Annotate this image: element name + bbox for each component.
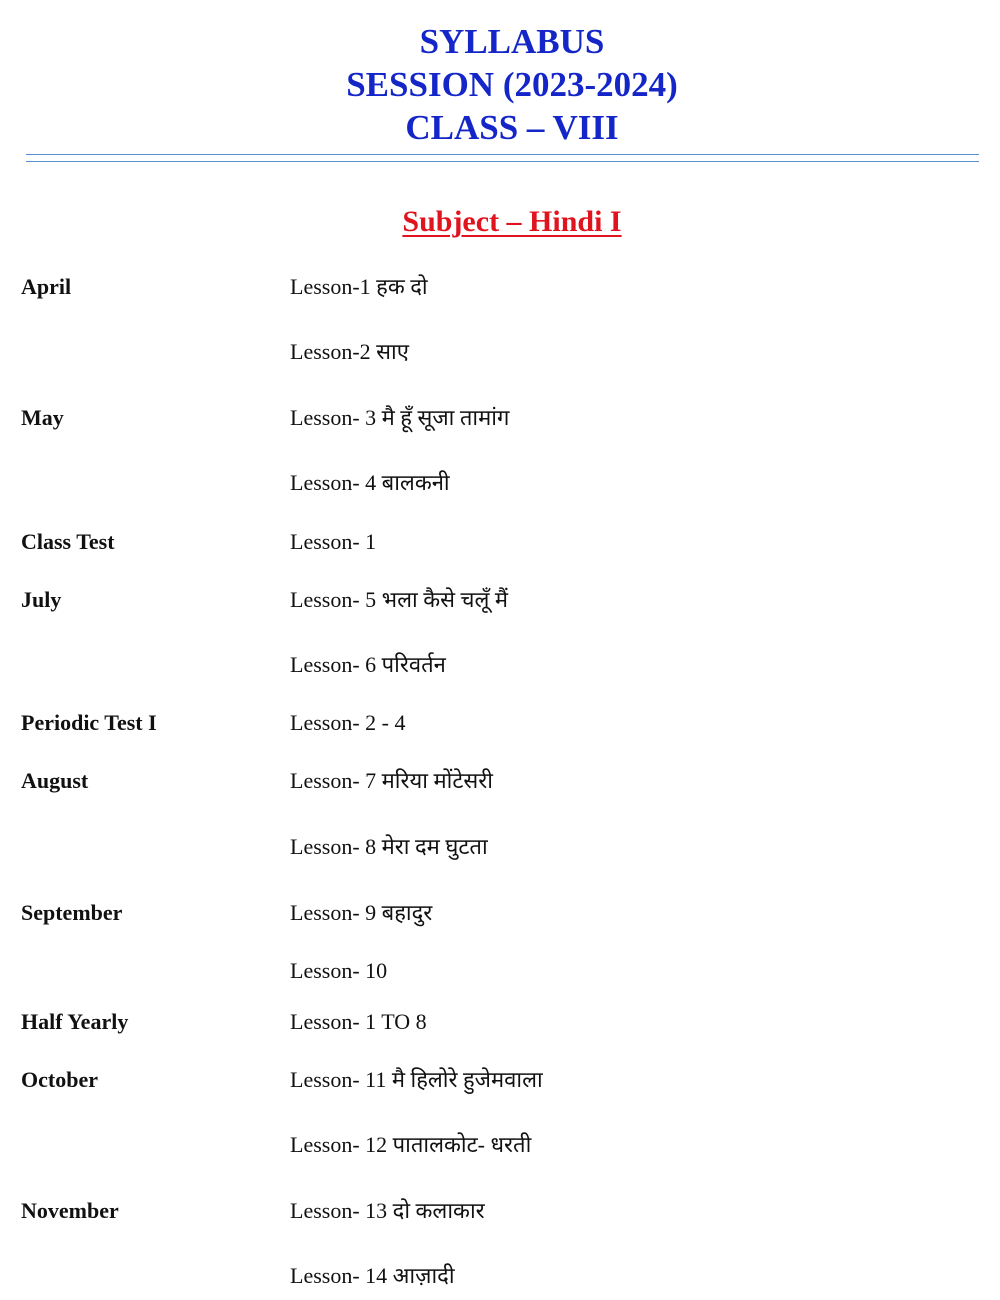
syllabus-row: [0, 403, 1000, 439]
lesson-text: Lesson- 9 बहादुर: [290, 900, 433, 925]
lesson-text: Lesson- 5 भला कैसे चलूँ मैं: [290, 587, 509, 612]
lesson-text: Lesson- 4 बालकनी: [290, 470, 450, 495]
lesson-text: Lesson- 1 TO 8: [290, 1009, 427, 1034]
lesson-text: Lesson- 3 मै हूँ सूजा तामांग: [290, 405, 510, 430]
syllabus-row: [0, 585, 1000, 621]
month-label: July: [21, 587, 62, 612]
month-label: November: [21, 1198, 119, 1223]
month-label: Half Yearly: [21, 1009, 129, 1034]
header-divider-top: [26, 154, 979, 155]
header-class: CLASS – VIII: [405, 108, 619, 147]
month-label: October: [21, 1067, 98, 1092]
lesson-text: Lesson- 11 मै हिलोरे हुजेमवाला: [290, 1067, 543, 1092]
syllabus-row: [0, 1065, 1000, 1101]
lesson-text: Lesson-2 साए: [290, 339, 409, 364]
header-session: SESSION (2023-2024): [346, 65, 678, 104]
month-label: May: [21, 405, 64, 430]
month-label: Class Test: [21, 529, 115, 554]
header-title: SYLLABUS: [419, 22, 605, 61]
subject-heading: Subject – Hindi I: [402, 205, 622, 238]
month-label: August: [21, 768, 89, 793]
syllabus-row: [0, 708, 1000, 744]
lesson-text: Lesson- 6 परिवर्तन: [290, 652, 446, 677]
syllabus-row: [0, 832, 1000, 868]
syllabus-row: [0, 1196, 1000, 1232]
lesson-text: Lesson- 1: [290, 529, 377, 554]
lesson-text: Lesson-1 हक दो: [290, 274, 428, 299]
lesson-text: Lesson- 8 मेरा दम घुटता: [290, 834, 488, 859]
lesson-text: Lesson- 13 दो कलाकार: [290, 1198, 485, 1223]
syllabus-row: [0, 272, 1000, 308]
lesson-text: Lesson- 12 पातालकोट- धरती: [290, 1132, 532, 1157]
syllabus-row: [0, 898, 1000, 934]
syllabus-row: [0, 956, 1000, 992]
document-header: [0, 20, 1000, 149]
syllabus-row: [0, 1130, 1000, 1166]
month-label: September: [21, 900, 123, 925]
header-divider-bottom: [26, 161, 979, 162]
syllabus-row: [0, 766, 1000, 802]
lesson-text: Lesson- 14 आज़ादी: [290, 1263, 455, 1288]
syllabus-row: [0, 337, 1000, 373]
month-label: Periodic Test I: [21, 710, 157, 735]
lesson-text: Lesson- 2 - 4: [290, 710, 406, 735]
syllabus-row: [0, 527, 1000, 563]
syllabus-row: [0, 1261, 1000, 1297]
lesson-text: Lesson- 10: [290, 958, 388, 983]
month-label: April: [21, 274, 72, 299]
syllabus-row: [0, 468, 1000, 504]
syllabus-row: [0, 650, 1000, 686]
syllabus-row: [0, 1007, 1000, 1043]
lesson-text: Lesson- 7 मरिया मोंटेसरी: [290, 768, 493, 793]
